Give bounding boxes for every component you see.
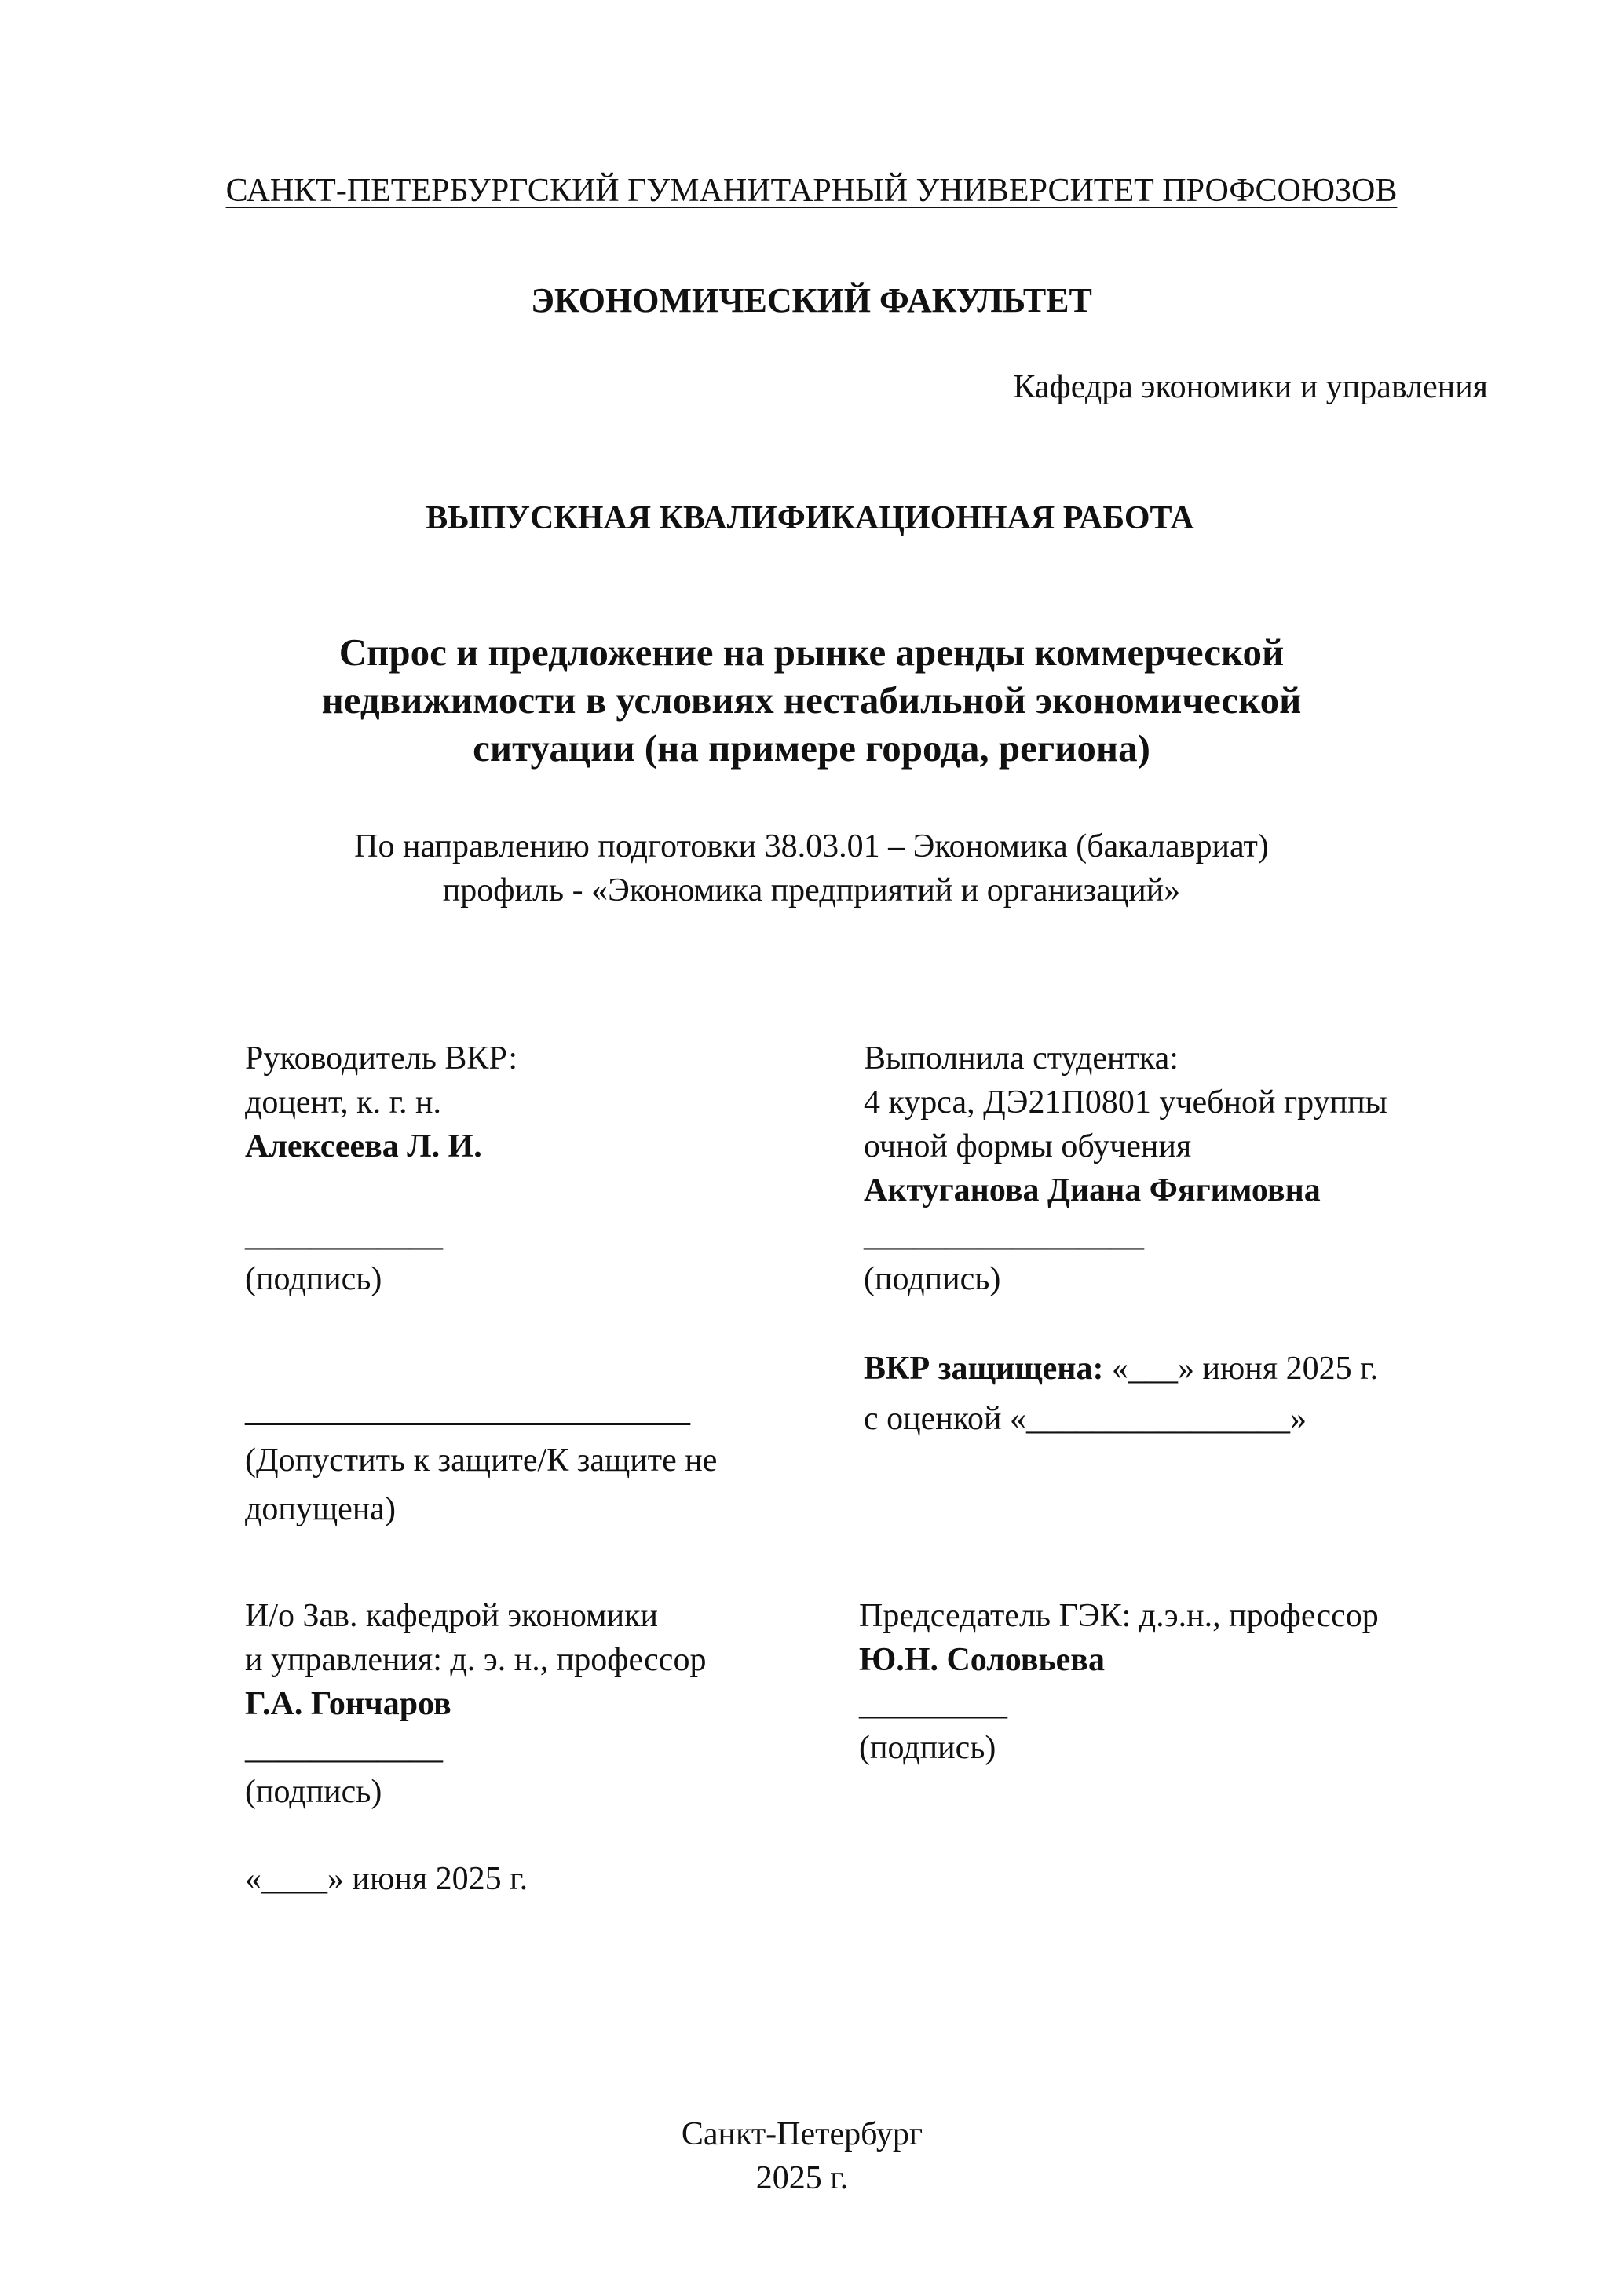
- supervisor-signature: [245, 1213, 443, 1301]
- chairman-block: [859, 1594, 1379, 1770]
- approval-date: «____» июня 2025 г.: [245, 1861, 528, 1897]
- student-label: Выполнила студентка:: [864, 1040, 1179, 1077]
- footer-year: 2025 г.: [755, 2160, 849, 2196]
- footer-city: Санкт-Петербург: [681, 2116, 923, 2152]
- direction-line: профиль - «Экономика предприятий и организаций»: [442, 872, 1181, 909]
- chairman-position: Председатель ГЭК: д.э.н., профессор: [859, 1598, 1379, 1634]
- signature-line: ____________: [245, 1730, 443, 1766]
- thesis-title: [0, 628, 1623, 772]
- department-name: Кафедра экономики и управления: [1013, 369, 1488, 405]
- title-line: ситуации (на примере города, региона): [473, 726, 1150, 770]
- admission-caption: (Допустить к защите/К защите не: [245, 1442, 718, 1479]
- defended-label: ВКР защищена:: [864, 1351, 1104, 1387]
- signature-caption: (подпись): [864, 1261, 1001, 1297]
- faculty-name: ЭКОНОМИЧЕСКИЙ ФАКУЛЬТЕТ: [531, 281, 1092, 320]
- admission-caption: допущена): [245, 1491, 396, 1527]
- work-type: ВЫПУСКНАЯ КВАЛИФИКАЦИОННАЯ РАБОТА: [426, 500, 1194, 536]
- supervisor-position: доцент, к. г. н.: [245, 1084, 442, 1121]
- defense-block: [864, 1347, 1378, 1441]
- head-name: Г.А. Гончаров: [245, 1686, 451, 1722]
- direction-line: По направлению подготовки 38.03.01 – Экономика (бакалавриат): [354, 828, 1269, 865]
- defense-grade: с оценкой «________________»: [864, 1401, 1307, 1437]
- defended-date: «___» июня 2025 г.: [1103, 1351, 1379, 1387]
- supervisor-name: Алексеева Л. И.: [245, 1128, 482, 1164]
- study-direction: [0, 824, 1623, 912]
- supervisor-block: [245, 1036, 517, 1168]
- signature-line: _________: [859, 1686, 1007, 1722]
- admission-line: ___________________________: [245, 1392, 690, 1428]
- signature-line: _________________: [864, 1217, 1144, 1253]
- university-name: САНКТ-ПЕТЕРБУРГСКИЙ ГУМАНИТАРНЫЙ УНИВЕРСИТЕТ ПРОФСОЮЗОВ: [225, 173, 1398, 209]
- student-name: Актуганова Диана Фягимовна: [864, 1172, 1321, 1208]
- supervisor-label: Руководитель ВКР:: [245, 1040, 518, 1077]
- student-signature: [864, 1213, 1144, 1301]
- signature-caption: (подпись): [859, 1730, 996, 1766]
- admission-block: [245, 1388, 717, 1531]
- title-line: недвижимости в условиях нестабильной экономической: [321, 678, 1302, 722]
- chairman-name: Ю.Н. Соловьева: [859, 1642, 1105, 1678]
- signature-caption: (подпись): [245, 1261, 382, 1297]
- signature-caption: (подпись): [245, 1774, 382, 1810]
- defense-date-line: [864, 1347, 1378, 1391]
- footer: [0, 2112, 1614, 2200]
- student-group: 4 курса, ДЭ21П0801 учебной группы: [864, 1084, 1387, 1121]
- signature-line: ____________: [245, 1217, 443, 1253]
- head-of-department-block: [245, 1594, 706, 1814]
- student-block: [864, 1036, 1387, 1212]
- head-position-line: и управления: д. э. н., профессор: [245, 1642, 707, 1678]
- student-form: очной формы обучения: [864, 1128, 1192, 1164]
- head-position-line: И/о Зав. кафедрой экономики: [245, 1598, 658, 1634]
- title-line: Спрос и предложение на рынке аренды коммерческой: [338, 631, 1285, 674]
